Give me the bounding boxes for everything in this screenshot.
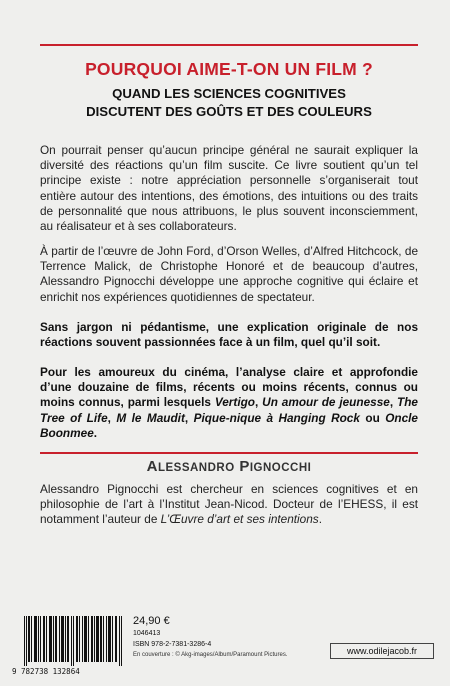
author-book-title: L’Œuvre d’art et ses intentions: [160, 512, 319, 527]
publisher-website: www.odilejacob.fr: [330, 643, 434, 659]
cover-credit: En couverture : © Akg-images/Album/Paramount Pictures.: [133, 652, 288, 658]
barcode-digits: 9 782738 132864: [12, 667, 80, 676]
subtitle-line-1: QUAND LES SCIENCES COGNITIVES: [112, 86, 346, 101]
description-paragraph-2: À partir de l’œuvre de John Ford, d’Orson Welles, d’Alfred Hitchcock, de Terrence Malick, de Christophe Honoré et de beaucoup d’autres, Alessandro Pignocchi développe une approche cognitive qui éclaire et enrichit nos expériences quotidiennes de spectateur.: [40, 244, 418, 304]
price: 24,90 €: [133, 615, 170, 627]
subtitle-line-2: DISCUTENT DES GOÛTS ET DES COULEURS: [86, 104, 372, 119]
author-bio: Alessandro Pignocchi est chercheur en sciences cognitives et en philosophie de l’art à l’Institut Jean-Nicod. Docteur de l’EHESS, il est notamment l’auteur de L’Œuvre d’art et ses intentions.: [40, 482, 418, 527]
top-red-rule: [40, 44, 418, 46]
author-name: ALESSANDRO PIGNOCCHI: [146, 458, 312, 475]
film-title: Vertigo: [214, 395, 256, 410]
isbn: ISBN 978-2-7381-3286-4: [133, 641, 212, 648]
film-title: Oncle Boonmee: [40, 410, 418, 440]
film-title: The Tree of Life: [40, 395, 418, 425]
para4-intro: Pour les amoureux du cinéma, l’analyse claire et approfondie d’une douzaine de films, récents ou moins récents, connus ou moins connus, parmi lesquels: [40, 365, 418, 410]
barcode: [12, 616, 126, 678]
description-paragraph-4: Pour les amoureux du cinéma, l’analyse claire et approfondie d’une douzaine de films, récents ou moins récents, connus ou moins connus, parmi lesquels Vertigo, Un amour de jeunesse, The Tree of Life, M le Maudit, Pique-nique à Hanging Rock ou Oncle Boonmee.: [40, 365, 418, 440]
description-paragraph-1: On pourrait penser qu’aucun principe général ne saurait expliquer la diversité des réactions qu’un film suscite. Ce livre soutient qu’un tel principe existe : notre appréciation personnelle s’organiserait tout entière autour des intentions, des émotions, des intuitions ou des traits de personnalité que nous attribuons, le plus souvent inconsciemment, au réalisateur et à ses collaborateurs.: [40, 143, 418, 234]
film-title: Un amour de jeunesse: [262, 395, 390, 410]
product-code: 1046413: [133, 630, 161, 637]
barcode-bars: [24, 616, 124, 666]
film-title: Pique-nique à Hanging Rock: [193, 410, 360, 425]
description-paragraph-3: Sans jargon ni pédantisme, une explication originale de nos réactions souvent passionnées face à un film, quel qu’il soit.: [40, 320, 418, 350]
middle-red-rule: [40, 452, 418, 454]
film-title: M le Maudit: [116, 410, 185, 425]
book-title: POURQUOI AIME-T-ON UN FILM ?: [85, 59, 373, 79]
